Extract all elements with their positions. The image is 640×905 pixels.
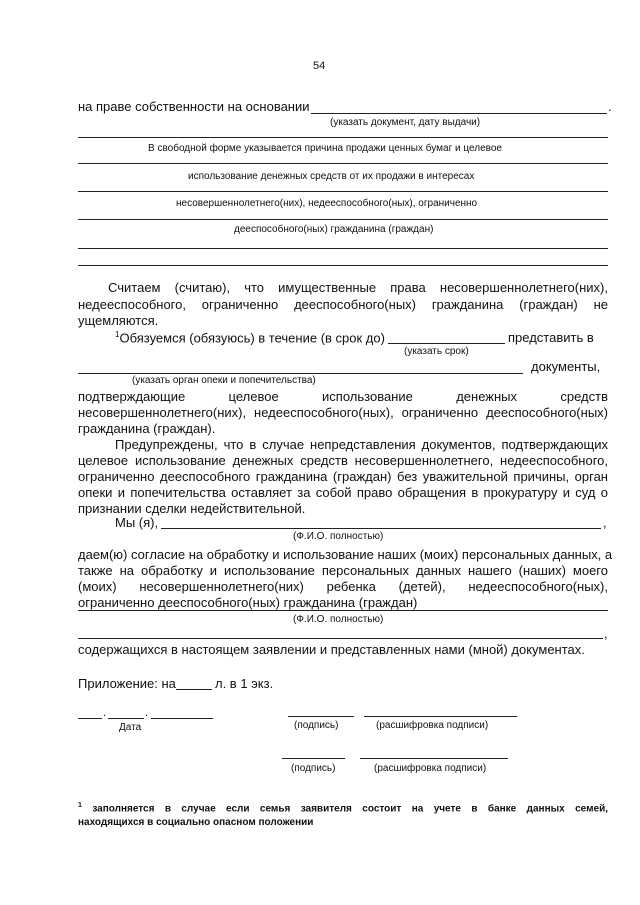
consider-line: Считаем (считаю), что имущественные права несовершеннолетнего(них),: [108, 280, 608, 295]
attachment-label: Приложение: на: [78, 676, 176, 691]
term-field[interactable]: [388, 343, 505, 344]
we-comma: ,: [603, 515, 607, 530]
warning-line: опеки и попечительства оставляет за собой право обращения в прокуратуру и суд о: [78, 485, 608, 500]
signature-label: (подпись): [294, 720, 339, 731]
consent-contained: содержащихся в настоящем заявлении и представленных нами (мной) документах.: [78, 642, 585, 657]
consent-line: даем(ю) согласие на обработку и использование наших (моих) персональных данных, а: [78, 547, 613, 562]
warning-line: ограниченно дееспособного гражданина (граждан) без уважительной причины, орган: [78, 469, 608, 484]
footnote-marker: 1: [115, 330, 120, 339]
reason-line[interactable]: [78, 248, 608, 249]
consent-line: также на обработку и использование персональных данных нашего (наших) моего: [78, 563, 608, 578]
attachment-suffix: л. в 1 экз.: [215, 676, 274, 691]
we-label: Мы (я),: [115, 515, 159, 530]
date-day-field[interactable]: [78, 718, 102, 719]
signature-decode-label: (расшифровка подписи): [376, 720, 489, 731]
ownership-hint: (указать документ, дату выдачи): [330, 117, 481, 128]
reason-text: несовершеннолетнего(них), недееспособного(ных), ограниченно: [176, 198, 478, 209]
consider-line: недееспособного, ограниченно дееспособного(ных) гражданина (граждан) не: [78, 297, 608, 312]
date-month-field[interactable]: [108, 718, 144, 719]
footnote-sup: 1: [78, 802, 82, 809]
signature-field[interactable]: [288, 716, 354, 717]
reason-line[interactable]: [78, 219, 608, 220]
fio-hint-2: (Ф.И.О. полностью): [293, 614, 384, 625]
consent-line: (моих) несовершеннолетнего(них) ребенка (детей), недееспособного(ных),: [78, 579, 608, 594]
reason-line[interactable]: [78, 265, 608, 266]
consider-line: ущемляются.: [78, 313, 159, 328]
attachment-pages-field[interactable]: [176, 689, 212, 690]
signature-label-2: (подпись): [291, 763, 336, 774]
ownership-label: на праве собственности на основании: [78, 99, 310, 114]
reason-text: использование денежных средств от их продажи в интересах: [188, 171, 475, 182]
date-year-field[interactable]: [151, 718, 213, 719]
consent-line: ограниченно дееспособного(ных) гражданина (граждан): [78, 595, 418, 610]
fio-field[interactable]: [161, 528, 601, 529]
reason-text: дееспособного(ных) гражданина (граждан): [234, 224, 434, 235]
present-label: представить в: [508, 330, 594, 345]
documents-label: документы,: [531, 359, 601, 374]
footnote-line: находящихся в социально опасном положении: [78, 817, 314, 828]
undertake-line: несовершеннолетнего(них), недееспособного(ных), ограниченно дееспособного(ных): [78, 405, 608, 420]
warning-line: Предупреждены, что в случае непредставления документов, подтверждающих: [115, 437, 608, 452]
consent-comma: ,: [604, 626, 608, 641]
fio-hint: (Ф.И.О. полностью): [293, 531, 384, 542]
fio-field-3[interactable]: [78, 638, 603, 639]
term-hint: (указать срок): [404, 346, 469, 357]
reason-text: В свободной форме указывается причина продажи ценных бумаг и целевое: [148, 143, 502, 154]
authority-field[interactable]: [78, 373, 523, 374]
signature-decode-field-2[interactable]: [360, 758, 508, 759]
authority-hint: (указать орган опеки и попечительства): [132, 375, 316, 386]
undertake-line: [115, 330, 385, 345]
footnote-text: заполняется в случае если семья заявителя состоит на учете в банке данных семей,: [92, 803, 608, 815]
reason-line[interactable]: [78, 191, 608, 192]
signature-decode-label-2: (расшифровка подписи): [374, 763, 487, 774]
footnote-line: [78, 802, 608, 814]
signature-decode-field[interactable]: [364, 716, 517, 717]
date-dot: .: [145, 707, 149, 719]
undertake-line: подтверждающие целевое использование денежных средств: [78, 389, 608, 404]
date-label: Дата: [119, 722, 142, 733]
undertake-text: Обязуемся (обязуюсь) в течение (в срок до): [119, 330, 385, 346]
signature-field-2[interactable]: [282, 758, 345, 759]
fio-field-2[interactable]: [78, 610, 608, 611]
warning-line: признании сделки недействительной.: [78, 501, 306, 516]
reason-line[interactable]: [78, 137, 608, 138]
warning-line: целевое использование денежных средств несовершеннолетнего, недееспособного,: [78, 453, 608, 468]
ownership-period: .: [608, 99, 612, 114]
reason-line[interactable]: [78, 163, 608, 164]
ownership-field[interactable]: [311, 113, 607, 114]
undertake-line: гражданина (граждан).: [78, 421, 216, 436]
date-dot: .: [103, 707, 107, 719]
page-number: 54: [313, 60, 326, 72]
